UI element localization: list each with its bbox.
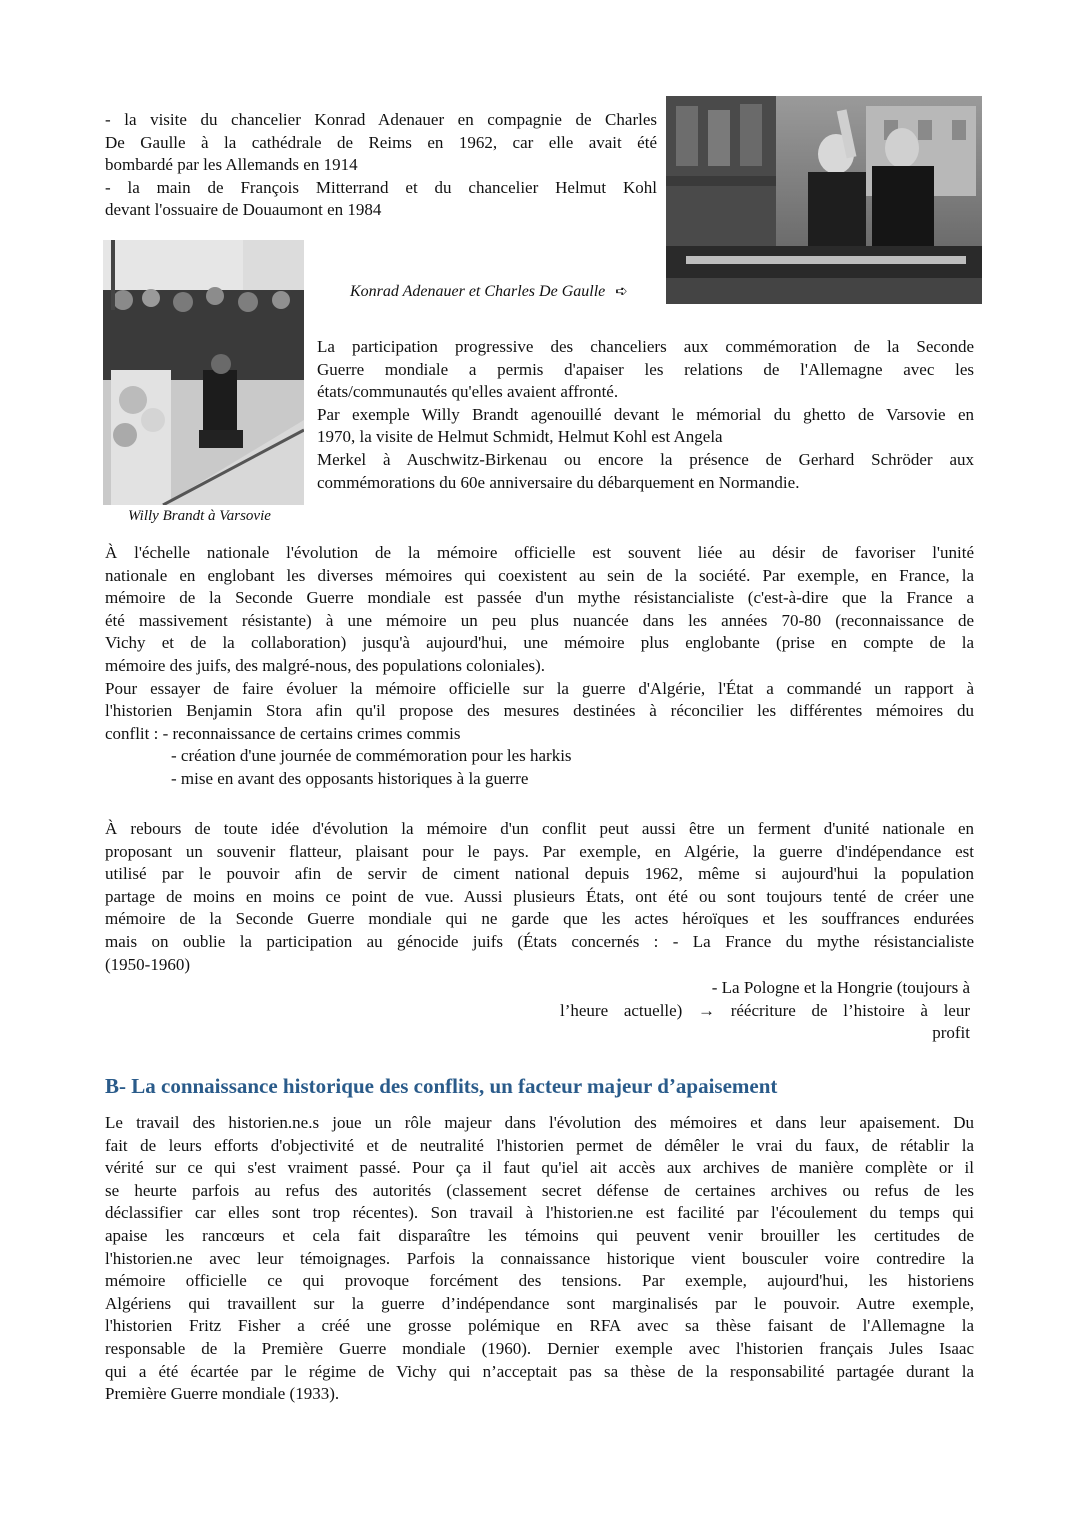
text-line: fait de leurs efforts d'objectivité et de neutralité l'historien permet de démêler le vrai du faux, de rétablir la (105, 1135, 974, 1155)
text-line: Merkel à Auschwitz-Birkenau ou encore la présence de Gerhard Schröder aux (317, 449, 974, 469)
text-line: l'historien Benjamin Stora afin qu'il propose des mesures destinées à réconcilier les différentes mémoires du (105, 701, 974, 721)
text-line: - La Pologne et la Hongrie (toujours à (711, 978, 970, 997)
text-line: l'historien.ne avec leur témoignages. Parfois la connaissance historique vient bousculer voire contredire la (105, 1248, 974, 1268)
text-line: - la main de François Mitterrand et du chancelier Helmut Kohl (105, 177, 657, 197)
text-line: déclassifier car elles sont trop récentes). Son travail à l'historien.ne est facilité par l'écoulement du temps qui (105, 1203, 974, 1223)
text-line: La participation progressive des chanceliers aux commémoration de la Seconde (317, 337, 974, 356)
text-line: - la visite du chancelier Konrad Adenauer en compagnie de Charles (105, 110, 657, 129)
text-line: Pour essayer de faire évoluer la mémoire officielle sur la guerre d'Algérie, l'État a commandé un rapport à (105, 678, 974, 698)
text-line: l’heure actuelle) → réécriture de l’histoire à leur (560, 1000, 970, 1020)
nationale-paragraph (105, 542, 974, 791)
photo-willy-brandt (103, 240, 304, 505)
text-line: mémoire officielle ce qui provoque forcément des tensions. Par exemple, aujourd'hui, les historiens (105, 1271, 974, 1291)
text-line: se heurte parfois au refus des autorités (classement secret défense de certaines archives ou refus de les (105, 1180, 974, 1200)
text-line: utilisé par le pouvoir afin de servir de ciment national depuis 1962, même si aujourd'hui la population (105, 864, 974, 884)
rebours-right-block (560, 977, 970, 1045)
section-b-paragraph (105, 1112, 974, 1406)
list-item: - mise en avant des opposants historiques à la guerre (171, 768, 529, 788)
text-line: partage de moins en moins ce point de vue. Aussi plusieurs États, ont été ou sont toujours tenté de créer une (105, 886, 974, 906)
text-line: (1950-1960) (105, 954, 190, 974)
text-line: Première Guerre mondiale (1933). (105, 1384, 340, 1404)
text-line: responsable de la Première Guerre mondiale (1960). Dernier exemple avec l'historien français Jules Isaac (105, 1338, 974, 1358)
text-line: À rebours de toute idée d'évolution la mémoire d'un conflit peut aussi être un ferment d'unité nationale en (105, 819, 974, 838)
text-line: apaise les rancœurs et cela fait disparaître les témoins qui peuvent venir brouiller les certitudes de (105, 1225, 974, 1245)
caption-willy-brandt: Willy Brandt à Varsovie (128, 508, 271, 524)
chanceliers-paragraph (317, 336, 974, 494)
caption-adenauer (350, 282, 628, 301)
text-line: Algériens qui travaillent sur la guerre d’indépendance sont marginalisés par le pouvoir. Autre exemple, (105, 1293, 974, 1313)
text-line: vérité sur ce qui s'est vraiment passé. Pour ça il faut qu'iel ait accès aux archives de manière complète or il (105, 1158, 974, 1178)
text-line: bombardé par les Allemands en 1914 (105, 155, 358, 175)
text-line: conflit : - reconnaissance de certains crimes commis (105, 723, 461, 743)
text-line: proposant un souvenir flatteur, plaisant pour le pays. Par exemple, en Algérie, la guerre d'indépendance est (105, 841, 974, 861)
photo-willy-brandt-image (103, 240, 304, 505)
text-line: À l'échelle nationale l'évolution de la mémoire officielle est souvent liée au désir de favoriser l'unité (105, 543, 974, 562)
arrow-right-icon: ➪ (615, 282, 628, 300)
text-line: commémorations du 60e anniversaire du débarquement en Normandie. (317, 472, 800, 492)
caption-adenauer-text: Konrad Adenauer et Charles De Gaulle (350, 283, 606, 300)
text-line: devant l'ossuaire de Douaumont en 1984 (105, 200, 382, 220)
text-line: Vichy et de la collaboration) jusqu'à aujourd'hui, une mémoire plus englobante (prise en compte de la (105, 633, 974, 653)
text-line: nationale en englobant les diverses mémoires qui coexistent au sein de la société. Par exemple, en France, la (105, 565, 974, 585)
text-line: été massivement résistante) à une mémoire un peu plus nuancée dans les années 70-80 (reconnaissance de (105, 610, 974, 630)
photo-adenauer-de-gaulle (666, 96, 982, 304)
text-line: mémoire de la Seconde Guerre mondiale est passée d'un mythe résistancialiste (c'est-à-dire que la France a (105, 588, 974, 608)
text-line: mémoire des juifs, des malgré-nous, des populations coloniales). (105, 655, 546, 675)
top-paragraph (105, 109, 657, 222)
text-line: mais on oublie la participation au génocide juifs (États concernés : - La France du mythe résistancialiste (105, 931, 974, 951)
text-line: Par exemple Willy Brandt agenouillé devant le mémorial du ghetto de Varsovie en (317, 404, 974, 424)
text-line: 1970, la visite de Helmut Schmidt, Helmut Kohl est Angela (317, 427, 723, 447)
section-heading: B- La connaissance historique des conflits, un facteur majeur d’apaisement (105, 1074, 778, 1098)
text-line: profit (932, 1023, 970, 1043)
text-line: l'historien Fritz Fisher a créé une grosse polémique en RFA avec sa thèse faisant de l'Allemagne la (105, 1316, 974, 1336)
text-line: De Gaulle à la cathédrale de Reims en 1962, car elle avait été (105, 132, 657, 152)
text-line: qui a été écartée par le régime de Vichy qui n’acceptait pas sa thèse de la responsabilité partagée durant la (105, 1361, 974, 1381)
list-item: - création d'une journée de commémoration pour les harkis (171, 746, 572, 766)
text-line: Le travail des historien.ne.s joue un rôle majeur dans l'évolution des mémoires et dans leur apaisement. Du (105, 1113, 974, 1132)
photo-adenauer-de-gaulle-image (666, 96, 982, 304)
rebours-paragraph (105, 818, 974, 976)
text-line: mémoire de la Seconde Guerre mondiale qui ne garde que les actes héroïques et les souffrances endurées (105, 909, 974, 929)
text-line: états/communautés qu'elles avaient affronté. (317, 382, 619, 402)
text-line: Guerre mondiale a permis d'apaiser les relations de l'Allemagne avec les (317, 359, 974, 379)
